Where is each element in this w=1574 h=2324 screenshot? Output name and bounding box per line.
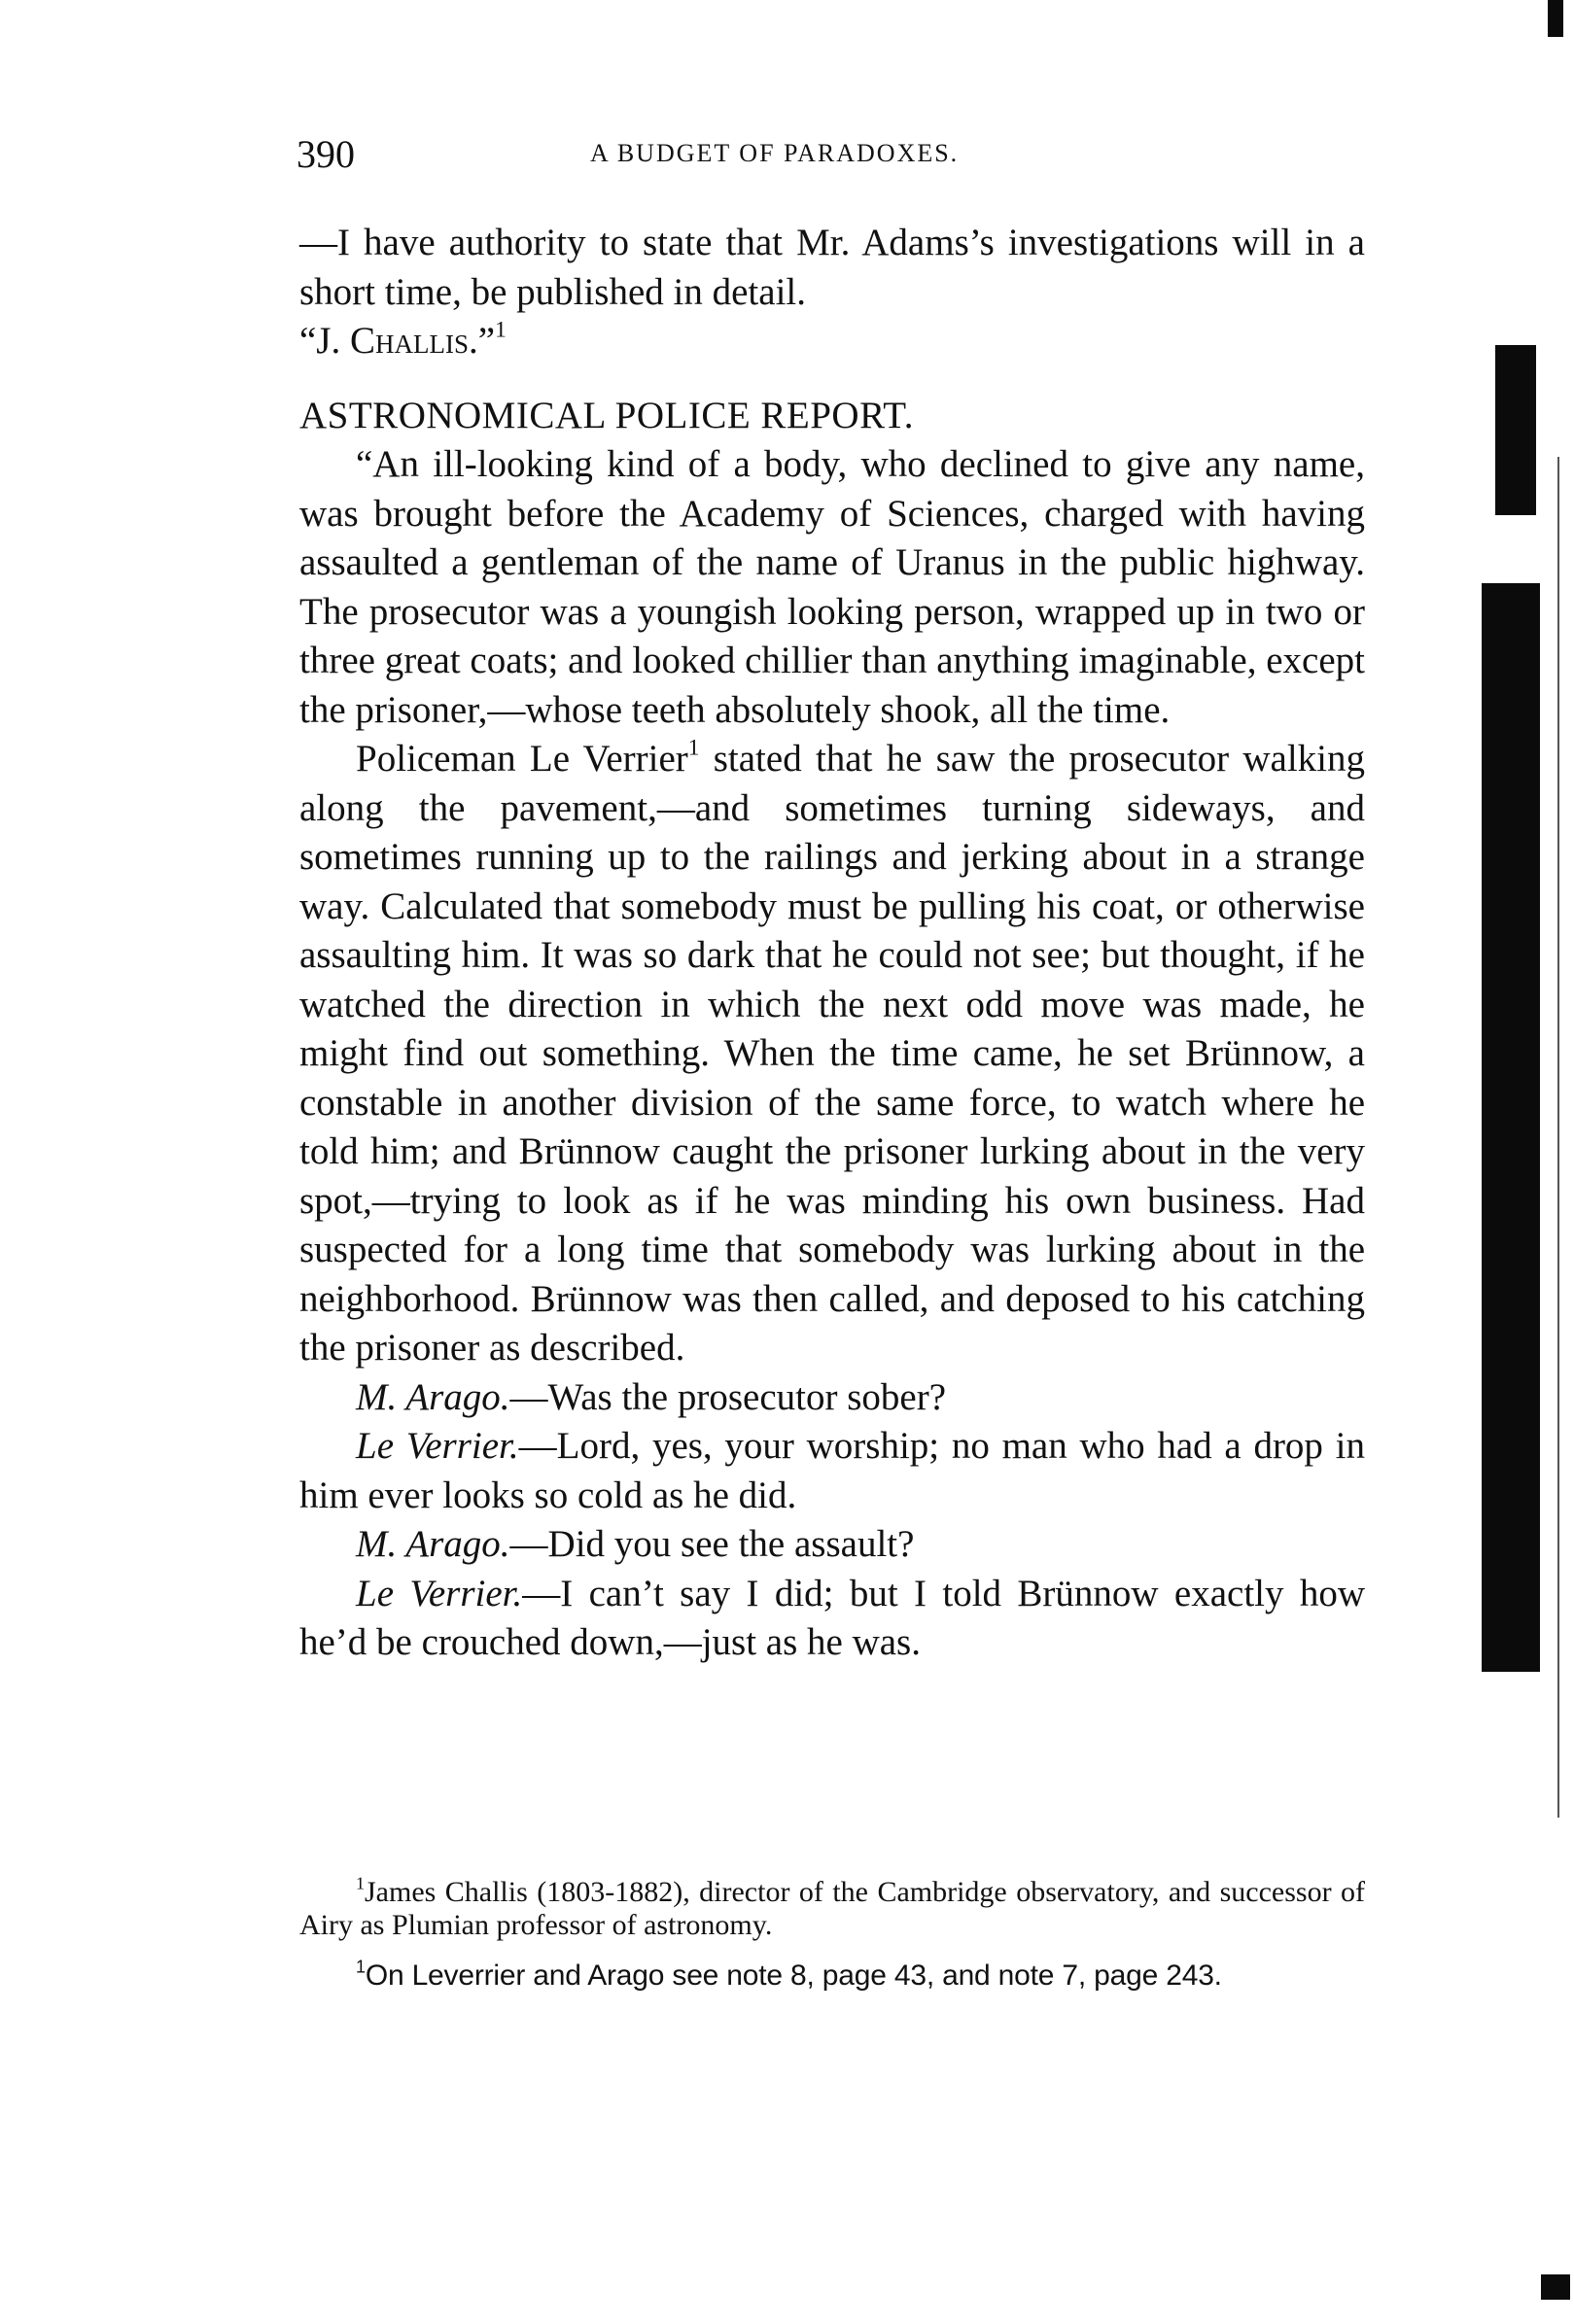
speaker: Le Verrier. [356, 1572, 523, 1614]
footnote [299, 1957, 1365, 1993]
speaker: M. Arago. [356, 1523, 510, 1565]
footnote [299, 1873, 1365, 1942]
footnotes [299, 1873, 1365, 1993]
speaker: M. Arago. [356, 1375, 510, 1418]
report-title: ASTRONOMICAL POLICE REPORT. [299, 394, 914, 436]
running-head: A BUDGET OF PARADOXES. [590, 139, 960, 167]
dialogue-text: —Lord, yes, your worship; no man who had a drop in him ever looks so cold as he did. [299, 1425, 1365, 1516]
report-paragraph-2 [299, 735, 1365, 1373]
signature [299, 317, 1365, 366]
intro-line: —I have authority to state that Mr. Adams’s investigations will in a short time, be published in detail. [299, 222, 1365, 313]
dialogue-text: —Was the prosecutor sober? [509, 1375, 947, 1418]
page-number: 390 [297, 132, 355, 176]
body-text [299, 219, 1365, 1668]
scan-edge-top-mark [1548, 0, 1563, 37]
dialogue-line [299, 1570, 1365, 1668]
scan-edge-shadow-upper [1495, 345, 1536, 515]
page-header [297, 131, 1366, 180]
scan-edge-bottom-mark [1541, 2274, 1570, 2300]
speaker: Le Verrier. [356, 1425, 519, 1467]
footnote-text: On Leverrier and Arago see note 8, page 43, and note 7, page 243. [365, 1960, 1222, 1992]
dialogue-line [299, 1520, 1365, 1570]
scan-edge-shadow-main [1482, 583, 1540, 1672]
dialogue-line [299, 1373, 1365, 1423]
footnote-marker: 1 [356, 1873, 365, 1893]
footnote-marker: 1 [495, 317, 507, 343]
footnote-marker: 1 [356, 1957, 366, 1977]
report-paragraph-1: “An ill-looking kind of a body, who declined to give any name, was brought before the Academy of Sciences, charged with having assaulted a gentleman of the name of Uranus in the public highway. The prosecutor was a youngish looking person, wrapped up in two or three great coats; and looked chillier than anything imaginable, except the prisoner,—whose teeth absolutely shook, all the time. [299, 443, 1365, 731]
footnote-text: James Challis (1803-1882), director of the Cambridge observatory, and successor of Airy as Plumian professor of astronomy. [299, 1876, 1365, 1941]
footnote-marker: 1 [687, 735, 700, 761]
dialogue-text: —I can’t say I did; but I told Brünnow exactly how he’d be crouched down,—just as he was. [299, 1572, 1365, 1663]
dialogue-line [299, 1422, 1365, 1520]
signature-text: “J. Challis.” [299, 320, 496, 362]
paragraph-2-rest: stated that he saw the prosecutor walking along the pavement,—and sometimes turning sideways, and sometimes running up to the railings and jerking about in a strange way. Calculated that somebody must be pulling his coat, or otherwise assaulting him. It was so dark that he could not see; but thought, if he watched the direction in which the next odd move was made, he might find out something. When the time came, he set Brünnow, a constable in another division of the same force, to watch where he told him; and Brünnow caught the prisoner lurking about in the very spot,—trying to look as if he was minding his own business. Had suspected for a long time that somebody was lurking about in the neighborhood. Brünnow was then called, and deposed to his catching the prisoner as described. [299, 738, 1365, 1369]
dialogue-text: —Did you see the assault? [509, 1523, 915, 1565]
scan-edge-line [1557, 457, 1559, 1818]
paragraph-2-start: Policeman Le Verrier [356, 738, 688, 780]
